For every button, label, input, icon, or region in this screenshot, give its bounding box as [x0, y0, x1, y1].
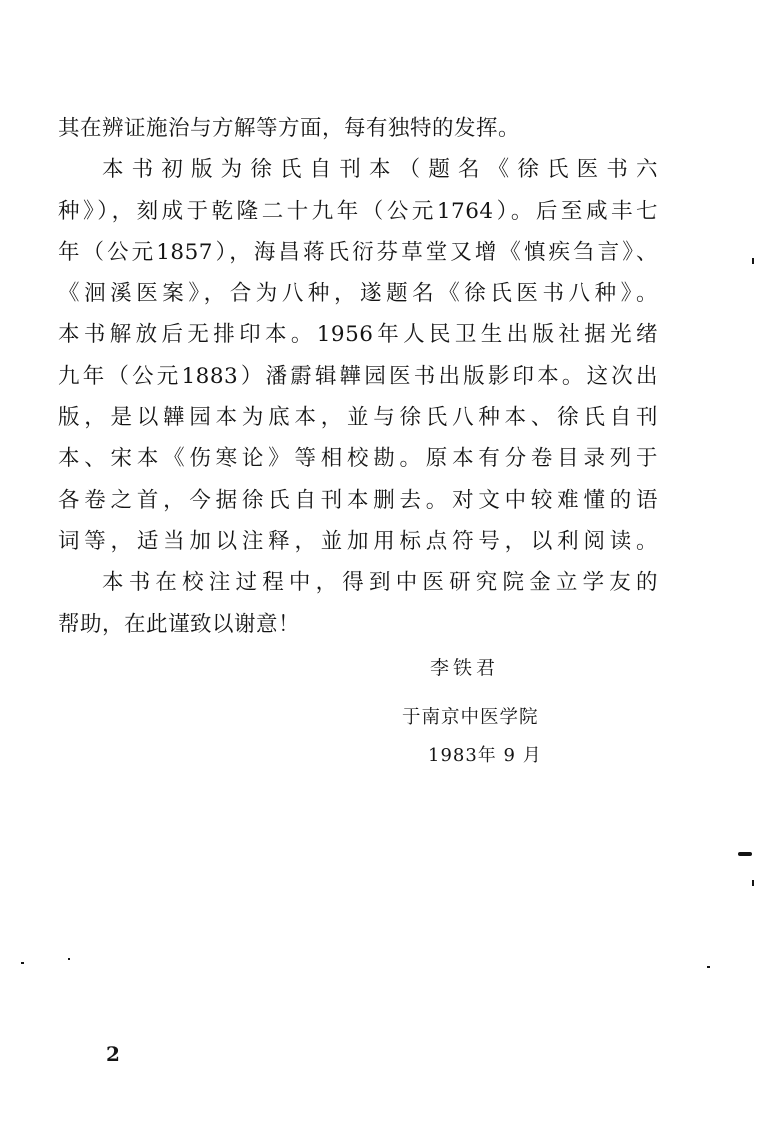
body-text [58, 108, 658, 645]
signature-date: 1983年 9 月 [428, 745, 542, 766]
text-line: 其在辨证施治与方解等方面，每有独特的发挥。 [58, 116, 521, 141]
scan-speck [707, 966, 710, 968]
scan-speck [68, 958, 70, 960]
signature-place: 于南京中医学院 [402, 707, 539, 728]
text-line: 本书解放后无排印本。1956年人民卫生出版社据光绪 [58, 322, 658, 348]
text-line: 年（公元1857），海昌蒋氏衍芬草堂又增《慎疾刍言》、 [58, 239, 658, 265]
text-line: 种》），刻成于乾隆二十九年（公元1764）。后至咸丰七 [58, 198, 658, 224]
text-line: 九年（公元1883）潘霨辑韡园医书出版影印本。这次出 [58, 363, 658, 389]
scan-speck [21, 962, 24, 964]
text-line: 帮助，在此谨致以谢意！ [58, 611, 301, 637]
text-line: 本、宋本《伤寒论》等相校勘。原本有分卷目录列于 [58, 446, 658, 472]
page-number: 2 [106, 1042, 120, 1066]
scan-speck [752, 880, 754, 886]
scan-speck [752, 258, 754, 264]
text-line: 版，是以韡园本为底本，並与徐氏八种本、徐氏自刊 [58, 405, 658, 431]
text-line: 本书在校注过程中，得到中医研究院金立学友的 [102, 570, 658, 596]
signature-author: 李铁君 [430, 657, 500, 679]
text-line: 词等，适当加以注释，並加用标点符号，以利阅读。 [58, 528, 658, 554]
text-line: 本书初版为徐氏自刊本（题名《徐氏医书六 [102, 157, 658, 183]
text-line: 各卷之首，今据徐氏自刊本删去。对文中较难懂的语 [58, 487, 658, 513]
scan-speck [738, 852, 752, 856]
text-line: 《洄溪医案》，合为八种，遂题名《徐氏医书八种》。 [58, 281, 658, 307]
